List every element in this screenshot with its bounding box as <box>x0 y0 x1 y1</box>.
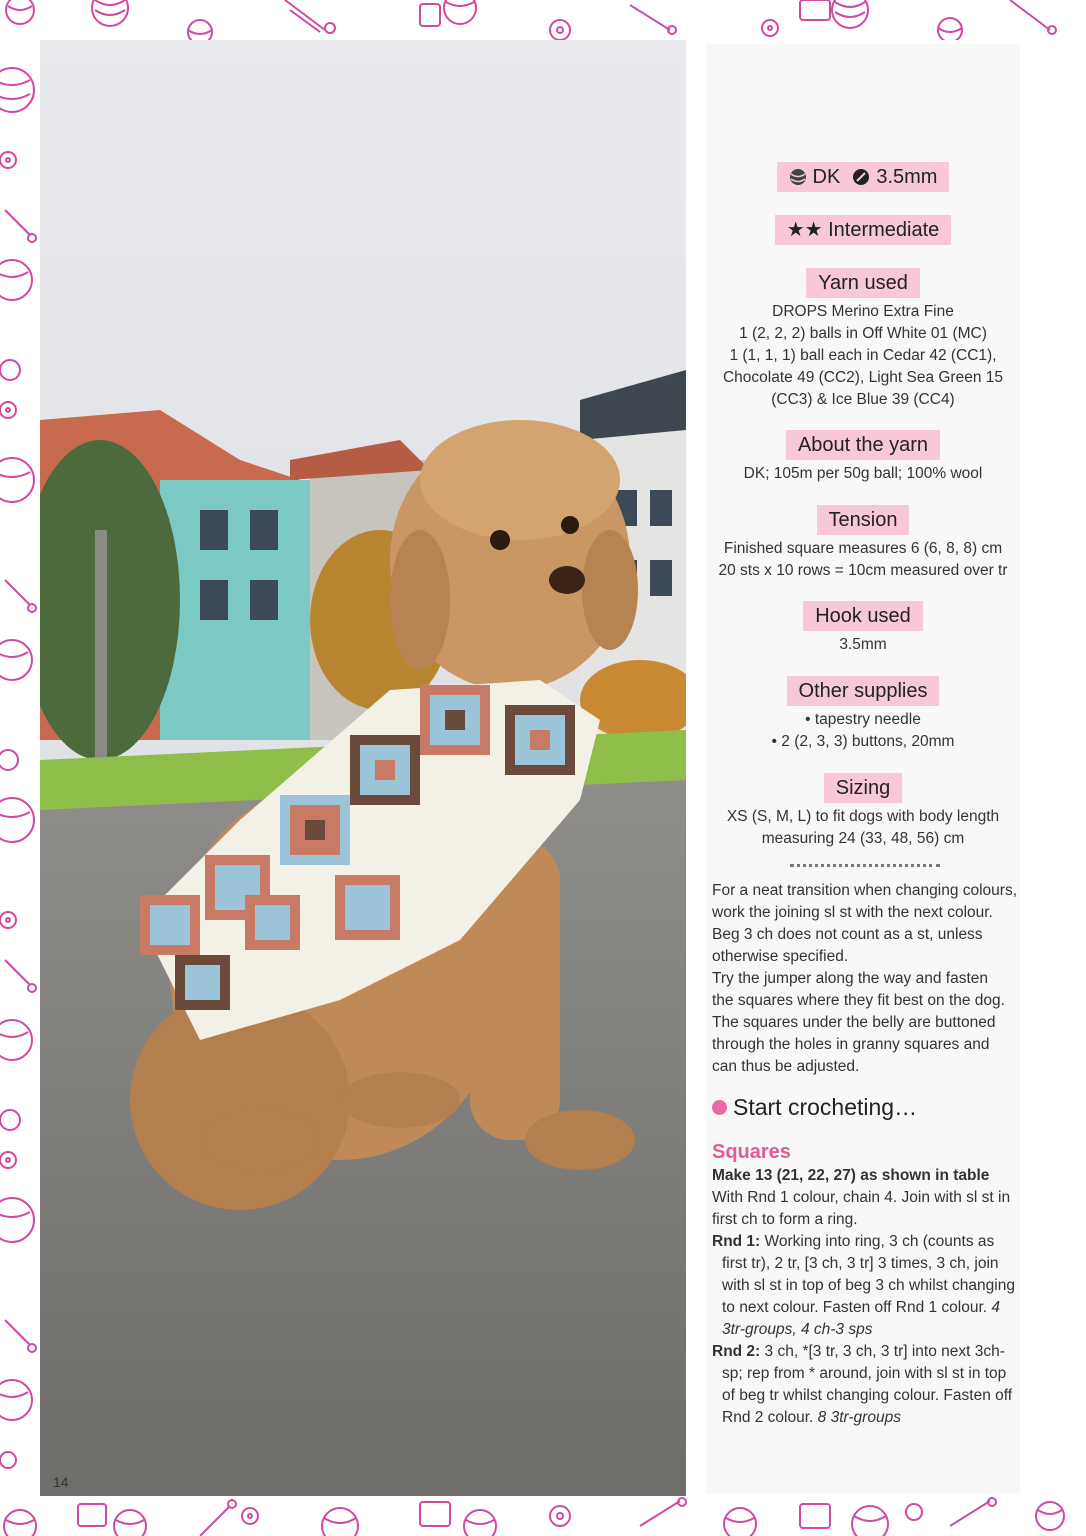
yarn-motif-icon <box>0 1496 1086 1536</box>
section-title: Yarn used <box>806 268 920 298</box>
info-line: XS (S, M, L) to fit dogs with body length <box>726 808 1000 825</box>
note-line: can thus be adjusted. <box>712 1058 860 1075</box>
rnd2-count: 8 3tr-groups <box>817 1409 901 1426</box>
rnd1-text: to next colour. Fasten off Rnd 1 colour. <box>722 1299 992 1316</box>
crochet-hook-icon <box>852 168 870 186</box>
info-column <box>706 44 1020 1494</box>
hook-size: 3.5mm <box>876 166 938 188</box>
rnd1-line <box>712 1231 1020 1253</box>
rnd2-line <box>712 1407 1020 1429</box>
info-line: • tapestry needle <box>805 711 921 728</box>
rnd1-line: first tr), 2 tr, [3 ch, 3 tr] 3 times, 3 ch, join <box>722 1255 999 1272</box>
notes <box>712 880 1020 1078</box>
info-line: Finished square measures 6 (6, 8, 8) cm <box>723 540 1003 557</box>
info-line: 20 sts x 10 rows = 10cm measured over tr <box>718 562 1008 579</box>
rnd2-text: 3 ch, *[3 tr, 3 ch, 3 tr] into next 3ch- <box>760 1343 1005 1360</box>
note-line: Beg 3 ch does not count as a st, unless <box>712 926 983 943</box>
rnd1-count: 4 <box>991 1299 1001 1316</box>
rnd1-line <box>712 1297 1020 1319</box>
note-line: otherwise specified. <box>712 948 849 965</box>
yarn-ball-icon <box>712 1100 727 1115</box>
yarn-motif-icon <box>0 0 1086 40</box>
border-top <box>0 0 1086 40</box>
squares-instructions <box>712 1165 1020 1429</box>
other-supplies-section <box>706 676 1020 753</box>
section-title: About the yarn <box>786 430 940 460</box>
border-bottom <box>0 1496 1086 1536</box>
weight-hook-badge <box>706 162 1020 192</box>
start-heading <box>712 1094 917 1121</box>
info-line: 3.5mm <box>839 636 887 653</box>
about-yarn-section <box>706 430 1020 485</box>
section-title: Other supplies <box>787 676 940 706</box>
yarn-ball-icon <box>789 168 807 186</box>
section-title: Hook used <box>803 601 923 631</box>
skill-level-badge <box>706 215 1020 245</box>
info-line: Chocolate 49 (CC2), Light Sea Green 15 <box>722 369 1004 386</box>
rnd2-line: of beg tr whilst changing colour. Fasten off <box>722 1387 1013 1404</box>
yarn-motif-icon <box>0 40 40 1496</box>
section-title: Sizing <box>824 773 902 803</box>
make-line: Make 13 (21, 22, 27) as shown in table <box>712 1167 990 1184</box>
note-line: Try the jumper along the way and fasten <box>712 970 988 987</box>
rnd2-text: Rnd 2 colour. <box>722 1409 818 1426</box>
rnd1-line: with sl st in top of beg 3 ch whilst changing <box>722 1277 1015 1294</box>
rnd2-line <box>712 1341 1020 1363</box>
info-line: 1 (2, 2, 2) balls in Off White 01 (MC) <box>739 325 987 342</box>
dog-photo <box>40 40 686 1496</box>
yarn-weight: DK <box>812 166 841 188</box>
info-line: measuring 24 (33, 48, 56) cm <box>761 830 965 847</box>
dotted-divider <box>790 864 940 867</box>
star-icon: ★★ <box>786 219 823 241</box>
rnd1-line <box>712 1319 1020 1341</box>
note-line: The squares under the belly are buttoned <box>712 1014 996 1031</box>
intro-line: With Rnd 1 colour, chain 4. Join with sl st in <box>712 1189 1011 1206</box>
tension-section <box>706 505 1020 582</box>
info-line: 1 (1, 1, 1) ball each in Cedar 42 (CC1), <box>729 347 997 364</box>
info-line: (CC3) & Ice Blue 39 (CC4) <box>771 391 955 408</box>
info-line: DK; 105m per 50g ball; 100% wool <box>743 465 983 482</box>
info-line: • 2 (2, 3, 3) buttons, 20mm <box>771 733 955 750</box>
sizing-section <box>706 773 1020 850</box>
squares-title: Squares <box>712 1141 791 1163</box>
page-number: 14 <box>53 1474 69 1490</box>
note-line: For a neat transition when changing colours, <box>712 882 1018 899</box>
rnd1-count: 3tr-groups, 4 ch-3 sps <box>722 1321 873 1338</box>
rnd2-line: sp; rep from * around, join with sl st in top <box>722 1365 1007 1382</box>
hook-used-section <box>706 601 1020 656</box>
border-left <box>0 40 40 1496</box>
note-line: work the joining sl st with the next colour. <box>712 904 993 921</box>
note-line: the squares where they fit best on the dog. <box>712 992 1005 1009</box>
section-title: Tension <box>817 505 910 535</box>
skill-level: Intermediate <box>828 219 940 241</box>
start-heading-text: Start crocheting… <box>733 1094 918 1120</box>
yarn-used-section <box>706 268 1020 411</box>
info-line: DROPS Merino Extra Fine <box>772 303 954 320</box>
rnd2-label: Rnd 2: <box>712 1343 761 1360</box>
rnd1-label: Rnd 1: <box>712 1233 761 1250</box>
intro-line: first ch to form a ring. <box>712 1211 858 1228</box>
rnd1-text: Working into ring, 3 ch (counts as <box>760 1233 995 1250</box>
note-line: through the holes in granny squares and <box>712 1036 990 1053</box>
